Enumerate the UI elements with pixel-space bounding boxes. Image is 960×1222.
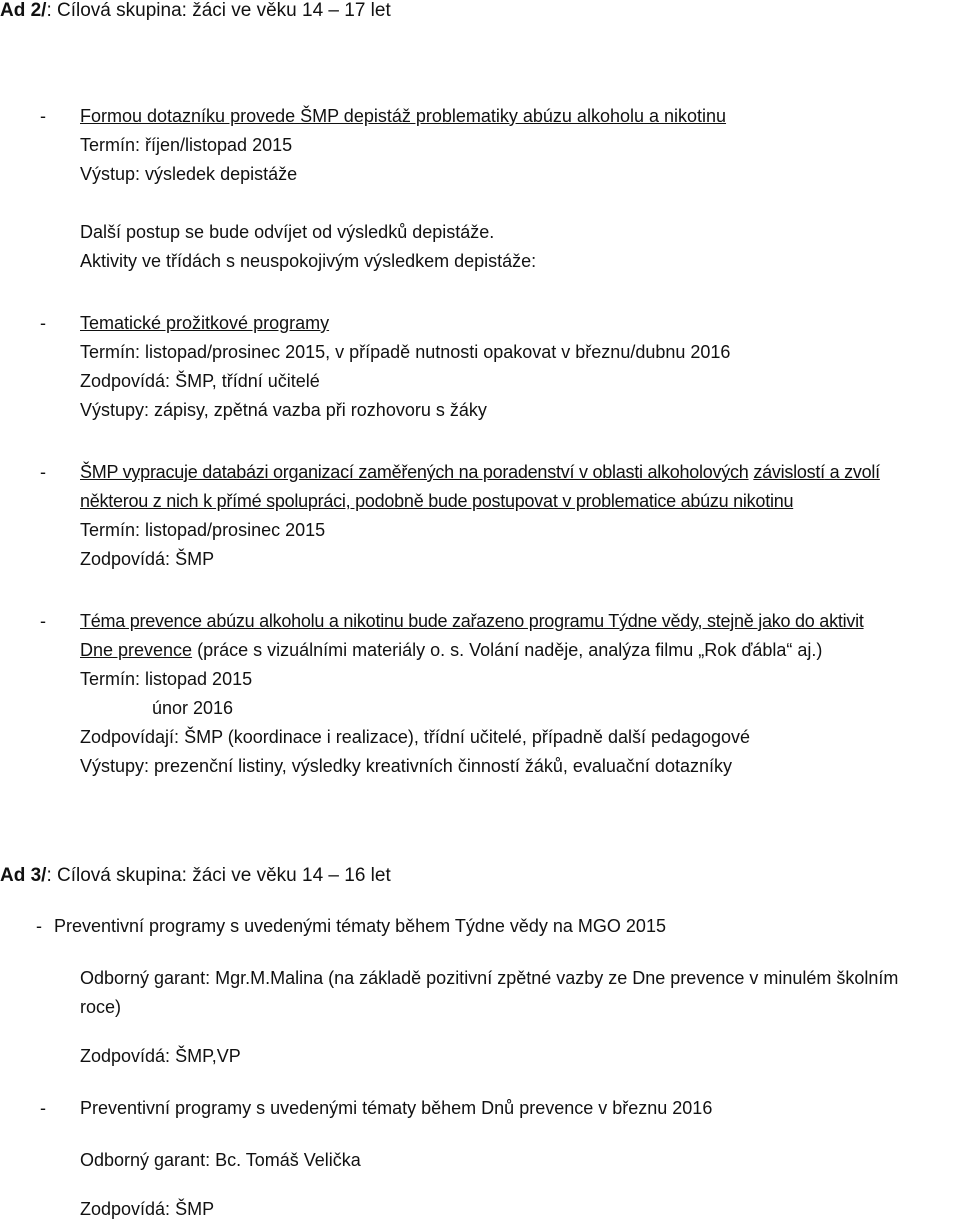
list-dash: -	[36, 916, 42, 936]
item-title-part: ŠMP vypracuje databázi organizací zaměřených na poradenství v oblasti alkoholových	[80, 462, 749, 482]
item-term: Termín: říjen/listopad 2015	[80, 135, 293, 155]
item-garant-line-1: Odborný garant: Mgr.M.Malina (na základě pozitivní zpětné vazby ze Dne prevence v minulém školním	[80, 968, 899, 988]
item-term: Termín: listopad 2015	[80, 669, 253, 689]
item-outputs: Výstupy: zápisy, zpětná vazba při rozhovoru s žáky	[80, 400, 487, 420]
item-responsible: Zodpovídá: ŠMP	[80, 549, 215, 569]
item-garant: Odborný garant: Bc. Tomáš Velička	[80, 1150, 361, 1170]
item-outputs: Výstupy: prezenční listiny, výsledky kreativních činností žáků, evaluační dotazníky	[80, 756, 732, 776]
list-dash: -	[40, 106, 46, 126]
section-3-heading	[0, 865, 391, 887]
section-3-heading-label: Ad 3/	[0, 865, 47, 886]
item-title: Formou dotazníku provede ŠMP depistáž problematiky abúzu alkoholu a nikotinu	[80, 106, 727, 126]
item-next-step: Další postup se bude odvíjet od výsledků depistáže.	[80, 222, 495, 242]
section-2-heading-text: : Cílová skupina: žáci ve věku 14 – 17 let	[46, 0, 391, 21]
list-dash: -	[40, 313, 46, 333]
item-responsible: Zodpovídá: ŠMP	[80, 1199, 215, 1219]
section-2-heading-label: Ad 2/	[0, 0, 47, 21]
item-term-second: únor 2016	[152, 698, 234, 718]
item-title: Tematické prožitkové programy	[80, 313, 330, 333]
item-title: Preventivní programy s uvedenými tématy během Týdne vědy na MGO 2015	[54, 916, 666, 936]
section-2-heading	[0, 0, 391, 22]
list-dash: -	[40, 462, 46, 482]
item-title-line-1	[80, 461, 880, 483]
item-output: Výstup: výsledek depistáže	[80, 164, 298, 184]
item-responsible: Zodpovídá: ŠMP,VP	[80, 1046, 241, 1066]
item-title-line-1: Téma prevence abúzu alkoholu a nikotinu bude zařazeno programu Týdne vědy, stejně jako do aktivit	[80, 611, 864, 631]
item-title-line-2: některou z nich k přímé spolupráci, podobně bude postupovat v problematice abúzu nikotinu	[80, 491, 794, 511]
item-responsible: Zodpovídají: ŠMP (koordinace i realizace), třídní učitelé, případně další pedagogové	[80, 727, 751, 747]
list-dash: -	[40, 1098, 46, 1118]
item-garant-line-2: roce)	[80, 997, 122, 1017]
item-responsible: Zodpovídá: ŠMP, třídní učitelé	[80, 371, 320, 391]
item-title: Preventivní programy s uvedenými tématy během Dnů prevence v březnu 2016	[80, 1098, 713, 1118]
item-activities: Aktivity ve třídách s neuspokojivým výsledkem depistáže:	[80, 251, 537, 271]
item-title-line-2	[80, 639, 822, 661]
item-title-part: a zvolí	[824, 462, 880, 482]
item-title-part: závislostí	[753, 462, 825, 482]
list-dash: -	[40, 611, 46, 631]
section-3-heading-text: : Cílová skupina: žáci ve věku 14 – 16 let	[46, 865, 391, 886]
item-title-part: Dne prevence	[80, 640, 193, 660]
item-title-part: (práce s vizuálními materiály o. s. Volání naděje, analýza filmu „Rok ďábla“ aj.)	[192, 640, 823, 660]
item-term: Termín: listopad/prosinec 2015	[80, 520, 326, 540]
item-term: Termín: listopad/prosinec 2015, v případě nutnosti opakovat v březnu/dubnu 2016	[80, 342, 731, 362]
